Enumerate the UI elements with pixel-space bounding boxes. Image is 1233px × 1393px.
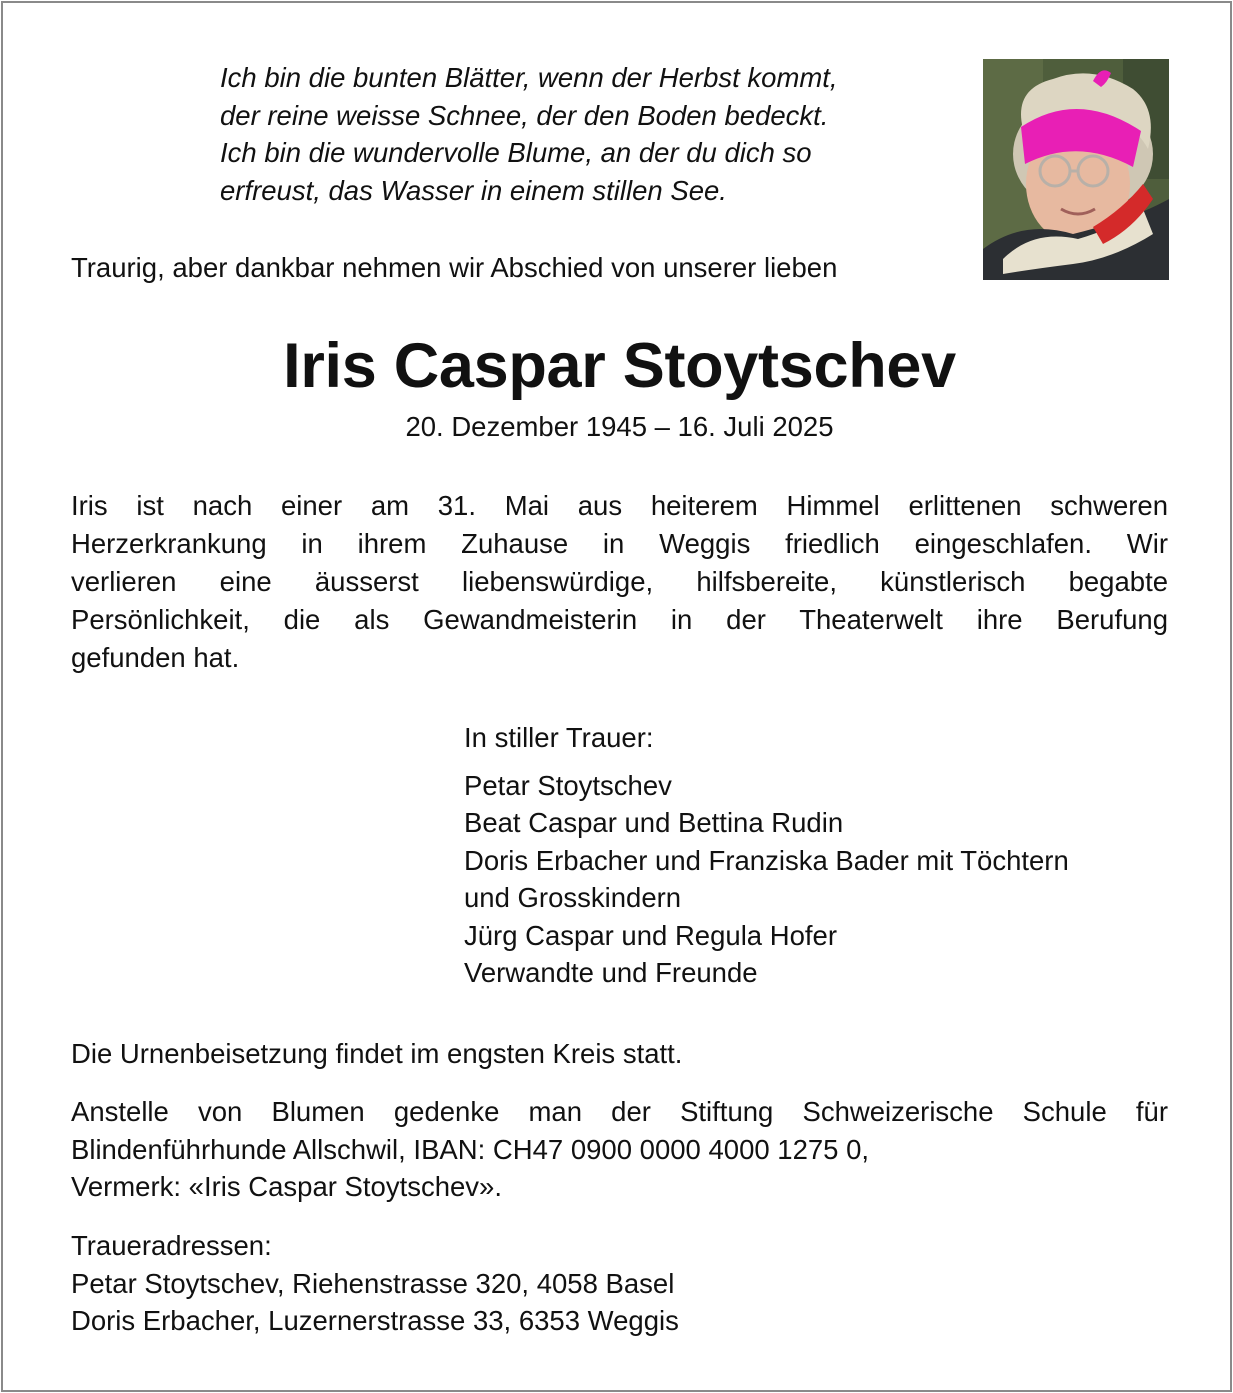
urn-notice: Die Urnenbeisetzung findet im engsten Kreis statt. bbox=[71, 1038, 683, 1069]
portrait-photo bbox=[983, 59, 1169, 280]
poem-line: erfreust, das Wasser in einem stillen See. bbox=[220, 174, 727, 206]
mourners-heading: In stiller Trauer: bbox=[464, 722, 654, 753]
mourner-name: Petar Stoytschev bbox=[464, 769, 672, 801]
bio-line: Iris ist nach einer am 31. Mai aus heiterem Himmel erlittenen schweren bbox=[71, 490, 1168, 521]
mourner-name: Beat Caspar und Bettina Rudin bbox=[464, 807, 844, 838]
donation-notice bbox=[71, 1093, 1168, 1206]
bio-line: verlieren eine äusserst liebenswürdige, hilfsbereite, künstlerisch begabte bbox=[71, 566, 1168, 597]
poem-line: Ich bin die wundervolle Blume, an der du dich so bbox=[220, 137, 812, 168]
donation-line: Blindenführhunde Allschwil, IBAN: CH47 0900 0000 4000 1275 0, bbox=[71, 1133, 870, 1165]
deceased-name: Iris Caspar Stoytschev bbox=[283, 331, 956, 401]
obituary-frame bbox=[1, 1, 1232, 1392]
mourner-name: Jürg Caspar und Regula Hofer bbox=[464, 919, 837, 951]
addresses-heading: Traueradressen: bbox=[71, 1230, 272, 1261]
donation-line: Vermerk: «Iris Caspar Stoytschev». bbox=[71, 1171, 502, 1202]
mourner-name: und Grosskindern bbox=[464, 882, 682, 913]
address-line: Petar Stoytschev, Riehenstrasse 320, 4058 Basel bbox=[71, 1267, 675, 1299]
donation-line: Anstelle von Blumen gedenke man der Stiftung Schweizerische Schule für bbox=[71, 1096, 1168, 1127]
condolence-addresses bbox=[71, 1227, 679, 1340]
mourner-name: Doris Erbacher und Franziska Bader mit Töchtern bbox=[464, 844, 1069, 876]
bio-line: gefunden hat. bbox=[71, 642, 240, 673]
mourners-list bbox=[464, 719, 1184, 992]
poem-line: Ich bin die bunten Blätter, wenn der Herbst kommt, bbox=[220, 62, 838, 93]
poem-line: der reine weisse Schnee, der den Boden bedeckt. bbox=[220, 99, 829, 131]
intro-text: Traurig, aber dankbar nehmen wir Abschied von unserer lieben bbox=[71, 252, 838, 283]
mourner-name: Verwandte und Freunde bbox=[464, 957, 758, 988]
bio-line: Herzerkrankung in ihrem Zuhause in Weggis friedlich eingeschlafen. Wir bbox=[71, 528, 1168, 559]
biography bbox=[71, 487, 1168, 677]
portrait-photo-icon bbox=[983, 59, 1169, 280]
life-dates: 20. Dezember 1945 – 16. Juli 2025 bbox=[405, 411, 834, 442]
poem bbox=[220, 59, 960, 209]
bio-line: Persönlichkeit, die als Gewandmeisterin in der Theaterwelt ihre Berufung bbox=[71, 604, 1168, 635]
address-line: Doris Erbacher, Luzernerstrasse 33, 6353 Weggis bbox=[71, 1305, 679, 1336]
